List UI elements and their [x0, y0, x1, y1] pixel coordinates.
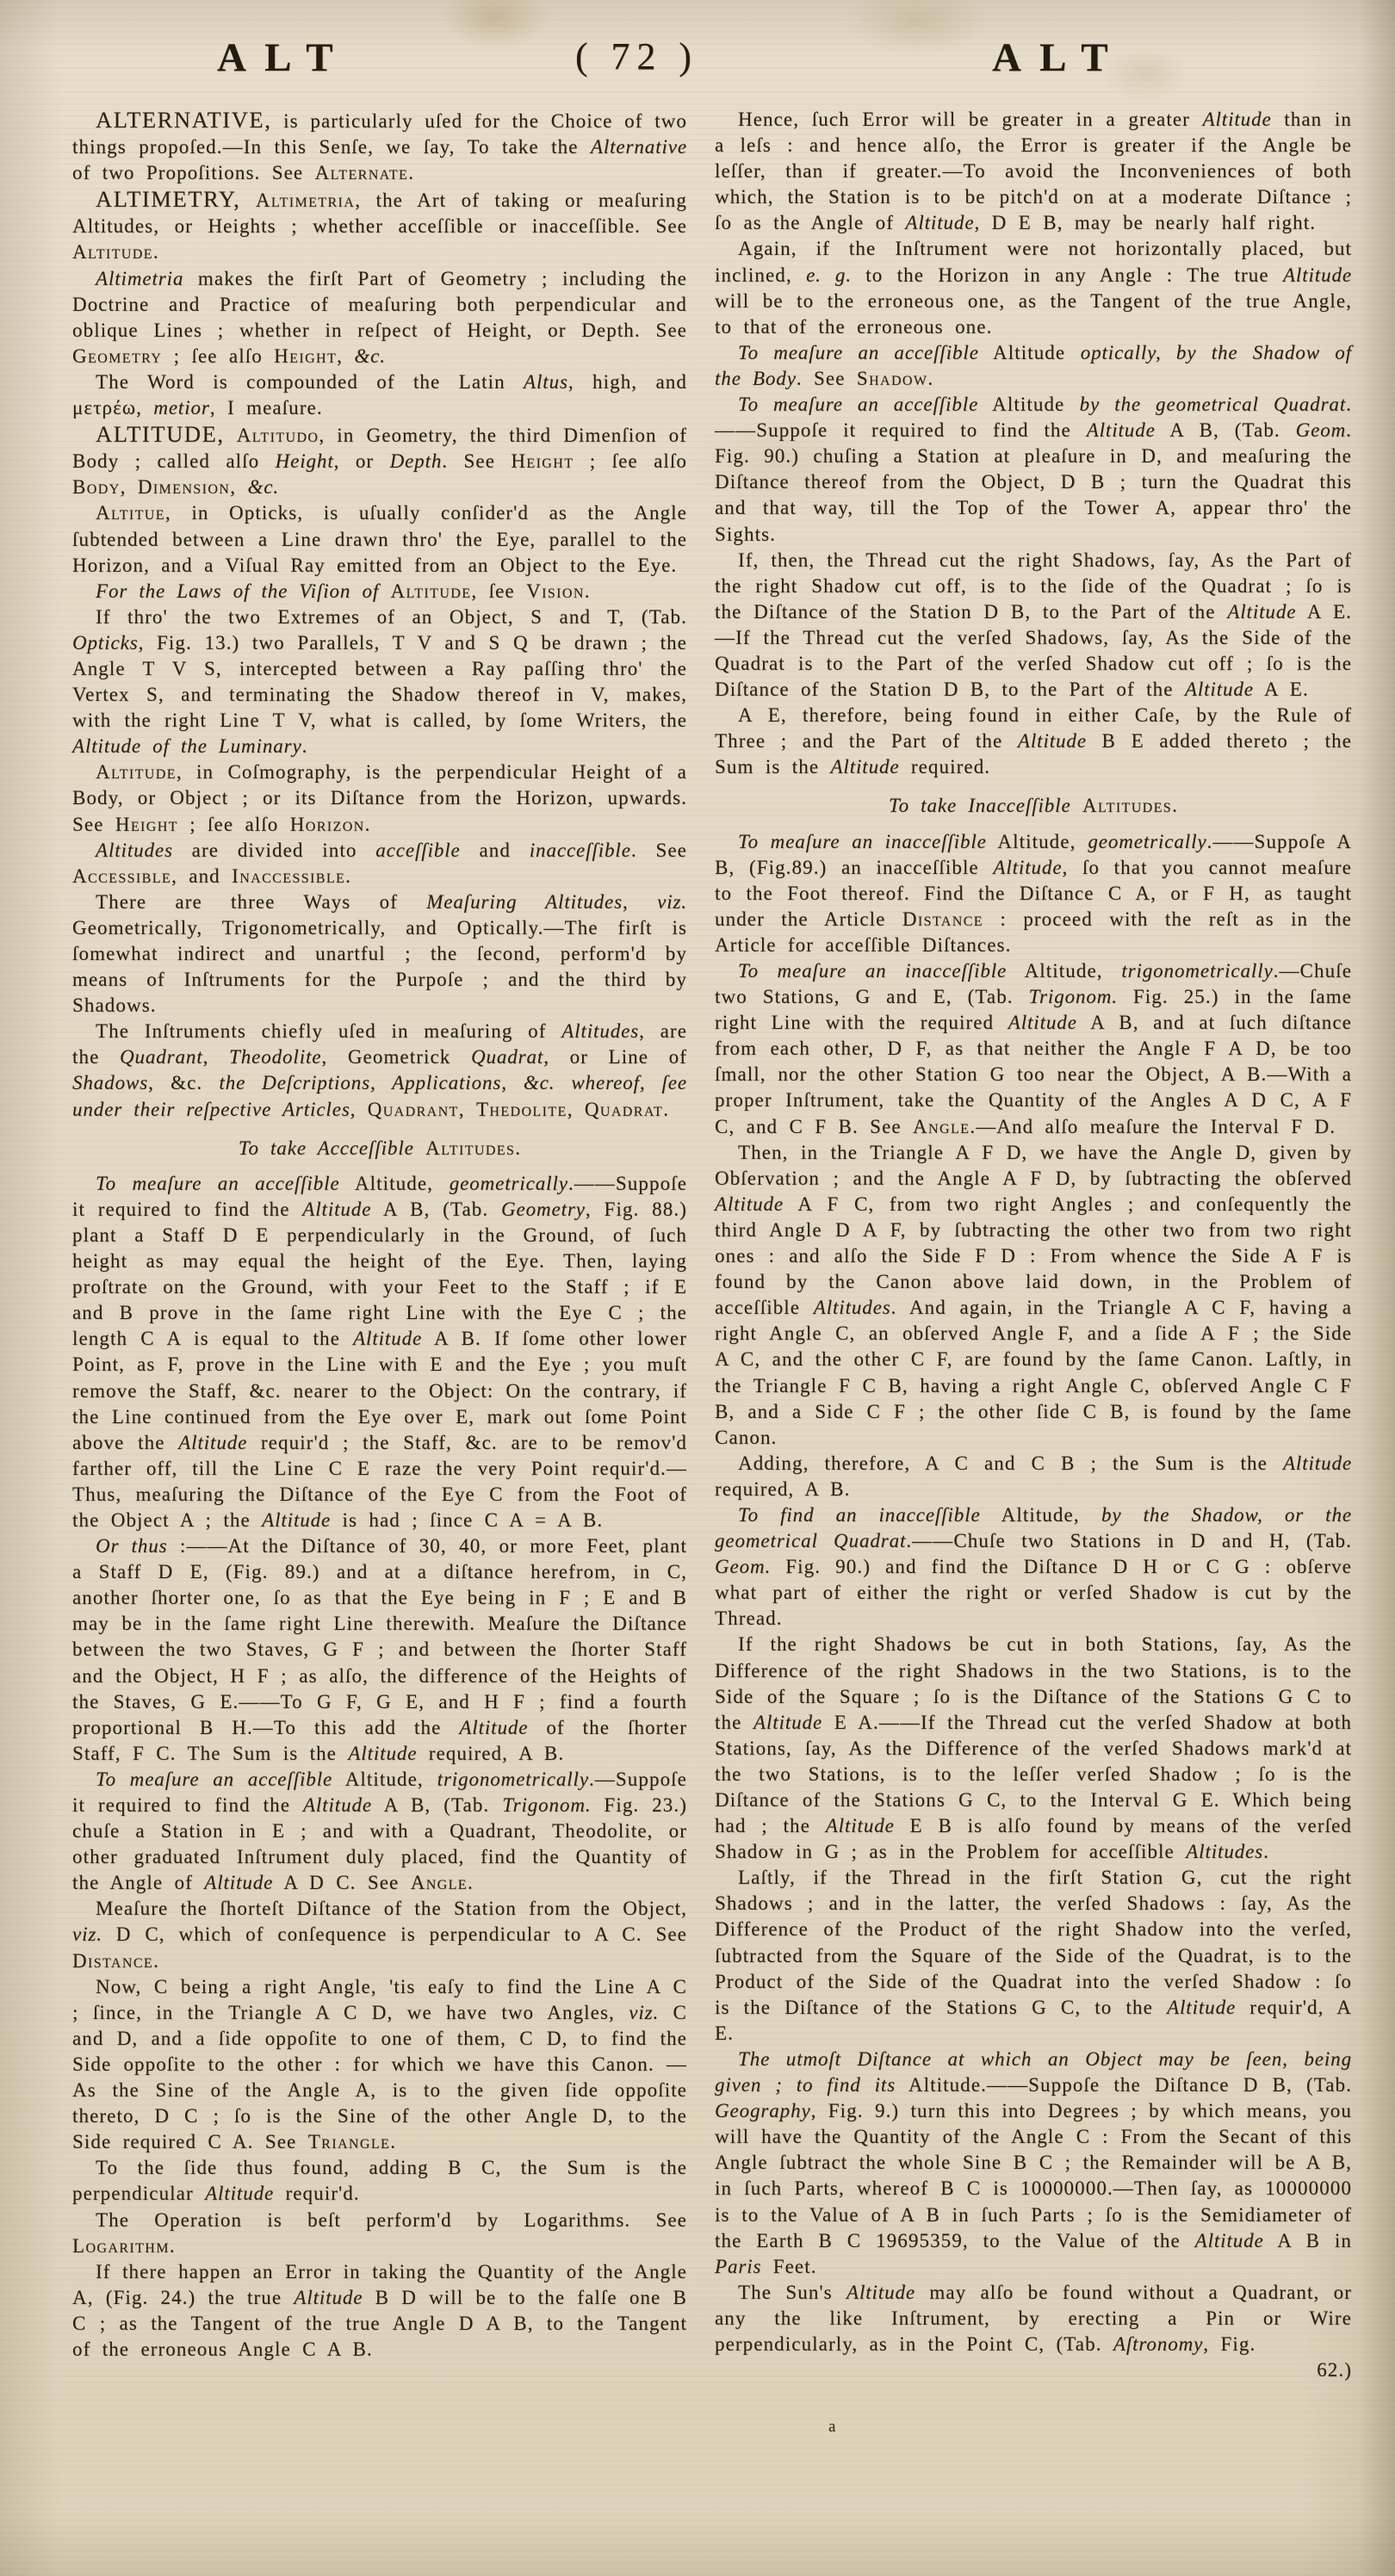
left-column	[72, 107, 687, 2362]
paragraph: For the Laws of the Viſion of Altitude, ſee Vision.	[96, 579, 591, 602]
paragraph: Altitude, in Coſmography, is the perpendicular Height of a Body, or Object ; or its Diſtance from the Horizon, upwards. See Height ; ſee alſo Horizon.	[72, 761, 687, 835]
catch-line: 62.)	[1317, 2359, 1352, 2381]
paragraph: Altitue, in Opticks, is uſually conſider'd as the Angle ſubtended between a Line drawn thro' the Eye, parallel to the Horizon, and a Viſual Ray emitted from an Object to the Eye.	[72, 502, 687, 576]
paragraph: If the right Shadows be cut in both Stations, ſay, As the Difference of the right Shadows in the two Stations, is to the Side of the Square ; ſo is the Diſtance of the Stations G C to the Altitude E A.——If the Thread cut the verſed Shadow at both Stations, ſay, As the Difference of the verſed Shadows mark'd at the two Stations, is to the leſſer verſed Shadow ; ſo is the Diſtance of the Stations G C, to the Interval G E. Which being had ; the Altitude E B is alſo found by means of the verſed Shadow in G ; as in the Problem for acceſſible Altitudes.	[715, 1633, 1353, 1863]
paragraph: ALTIMETRY, Altimetria, the Art of taking or meaſuring Altitudes, or Heights ; whether acceſſible or inacceſſible. See Altitude.	[72, 186, 687, 263]
paragraph: A E, therefore, being found in either Caſe, by the Rule of Three ; and the Part of the Altitude B E added thereto ; the Sum is the Altitude required.	[715, 704, 1352, 778]
paragraph: ALTITUDE, Altitudo, in Geometry, the third Dimenſion of Body ; called alſo Height, or Depth. See Height ; ſee alſo Body, Dimension, &c.	[72, 421, 687, 498]
page-number: ( 72 )	[575, 35, 698, 77]
paragraph: To find an inacceſſible Altitude, by the Shadow, or the geometrical Quadrat.——Chuſe two Stations in D and H, (Tab. Geom. Fig. 90.) and find the Diſtance D H or C G : obſerve what part of either the right or verſed Shadow is cut by the Thread.	[715, 1503, 1352, 1630]
paragraph: The Inſtruments chiefly uſed in meaſuring of Altitudes, are the Quadrant, Theodolite, Geometrick Quadrat, or Line of Shadows, &c. the Deſcriptions, Applications, &c. whereof, ſee under their reſpective Articles, Quadrant, Thedolite, Quadrat.	[72, 1020, 688, 1120]
paragraph: To meaſure an inacceſſible Altitude, trigonometrically.—Chuſe two Stations, G and E, (Tab. Trigonom. Fig. 25.) in the ſame right Line with the required Altitude A B, and at ſuch diſtance from each other, D F, as that neither the Angle F A D, be too ſmall, nor the other Station G too near the Object, A B.—With a proper Inſtrument, take the Quantity of the Angles A D C, A F C, and C F B. See Angle.—And alſo meaſure the Interval F D.	[715, 960, 1352, 1137]
paragraph: To meaſure an inacceſſible Altitude, geometrically.——Suppoſe A B, (Fig.89.) an inacceſſible Altitude, ſo that you cannot meaſure to the Foot thereof. Find the Diſtance C A, or F H, as taught under the Article Distance : proceed with the reſt as in the Article for acceſſible Diſtances.	[715, 830, 1352, 956]
running-head-right: ALT	[992, 35, 1126, 80]
section-heading: To take Accceſſible Altitudes.	[238, 1136, 522, 1159]
paragraph: Hence, ſuch Error will be greater in a greater Altitude than in a leſs : and hence alſo, the Error is greater if the Angle be leſſer, than if greater.—To avoid the Inconveniences of both which, the Station is to be pitch'd on at a moderate Diſtance ; ſo as the Angle of Altitude, D E B, may be nearly half right.	[715, 108, 1352, 234]
paragraph: Altitudes are divided into acceſſible and inacceſſible. See Accessible, and Inaccessible.	[72, 839, 687, 887]
paragraph: The utmoſt Diſtance at which an Object may be ſeen, being given ; to find its Altitude.——Suppoſe the Diſtance D B, (Tab. Geography, Fig. 9.) turn this into Degrees ; by which means, you will have the Quantity of the Angle C : From the Secant of this Angle ſubtract the whole Sine B C ; the Remainder will be A B, in ſuch Parts, whereof B C is 10000000.—Then ſay, as 10000000 is to the Value of A B in ſuch Parts ; ſo is the Semidiameter of the Earth B C 19695359, to the Value of the Altitude A B in Paris Feet.	[715, 2047, 1353, 2277]
running-head-left: ALT	[217, 35, 351, 80]
section-heading: To take Inacceſſible Altitudes.	[889, 795, 1178, 817]
paragraph: The Sun's Altitude may alſo be found without a Quadrant, or any the like Inſtrument, by erecting a Pin or Wire perpendicularly, as in the Point C, (Tab. Aſtronomy, Fig.	[715, 2281, 1353, 2355]
paragraph: Laſtly, if the Thread in the firſt Station G, cut the right Shadows ; and in the latter, the verſed Shadows : ſay, As the Difference of the Product of the right Shadow into the verſed, ſubtracted from the Square of the Side of the Quadrat, is to the Product of the Side of the Quadrat into the verſed Shadow : ſo is the Diſtance of the Stations G C, to the Altitude requir'd, A E.	[715, 1867, 1352, 2044]
paragraph: ALTERNATIVE, is particularly uſed for the Choice of two things propoſed.—In this Senſe, we ſay, To take the Alternative of two Propoſitions. See Alternate.	[72, 107, 687, 184]
paragraph: To meaſure an acceſſible Altitude, geometrically.——Suppoſe it required to find the Altitude A B, (Tab. Geometry, Fig. 88.) plant a Staff D E perpendicularly in the Ground, of ſuch height as may equal the height of the Eye. Then, laying proſtrate on the Ground, with your Feet to the Staff ; if E and B prove in the ſame right Line with the Eye C ; the length C A is equal to the Altitude A B. If ſome other lower Point, as F, prove in the Line with E and the Eye ; you muſt remove the Staff, &c. nearer to the Object: On the contrary, if the Line continued from the Eye over E, mark out ſome Point above the Altitude requir'd ; the Staff, &c. are to be remov'd farther off, till the Line C E raze the very Point requir'd.—Thus, meaſuring the Diſtance of the Eye C from the Foot of the Object A ; the Altitude is had ; ſince C A = A B.	[72, 1172, 687, 1531]
paragraph: Altimetria makes the firſt Part of Geometry ; including the Doctrine and Practice of meaſuring both perpendicular and oblique Lines ; whether in reſpect of Height, or Depth. See Geometry ; ſee alſo Height, &c.	[72, 267, 687, 367]
paragraph: To meaſure an acceſſible Altitude, trigonometrically.—Suppoſe it required to find the Altitude A B, (Tab. Trigonom. Fig. 23.) chuſe a Station in E ; and with a Quadrant, Theodolite, or other graduated Inſtrument duly placed, find the Quantity of the Angle of Altitude A D C. See Angle.	[72, 1768, 687, 1894]
paragraph: The Operation is beſt perform'd by Logarithms. See Logarithm.	[72, 2208, 687, 2257]
paragraph: If, then, the Thread cut the right Shadows, ſay, As the Part of the right Shadow cut off, is to the ſide of the Quadrat ; ſo is the Diſtance of the Station D B, to the Part of the Altitude A E.—If the Thread cut the verſed Shadows, ſay, As the Side of the Quadrat is to the Part of the verſed Shadow cut off ; ſo is the Diſtance of the Station D B, to the Part of the Altitude A E.	[715, 548, 1352, 701]
paragraph: Meaſure the ſhorteſt Diſtance of the Station from the Object, viz. D C, which of conſequence is perpendicular to A C. See Distance.	[72, 1898, 687, 1972]
paragraph: To the ſide thus found, adding B C, the Sum is the perpendicular Altitude requir'd.	[72, 2157, 687, 2205]
press-figure-mark: a	[828, 2418, 836, 2436]
paragraph: To meaſure an acceſſible Altitude by the geometrical Quadrat.——Suppoſe it required to find the Altitude A B, (Tab. Geom. Fig. 90.) chuſing a Station at pleaſure in D, and meaſuring the Diſtance thereof from the Object, D B ; turn the Quadrat this and that way, till the Top of the Tower A, appear thro' the Sights.	[715, 393, 1352, 545]
right-column	[715, 107, 1352, 2383]
paragraph: Again, if the Inſtrument were not horizontally placed, but inclined, e. g. to the Horizon in any Angle : The true Altitude will be to the erroneous one, as the Tangent of the true Angle, to that of the erroneous one.	[715, 238, 1352, 337]
paragraph: Adding, therefore, A C and C B ; the Sum is the Altitude required, A B.	[715, 1452, 1352, 1500]
paragraph: If there happen an Error in taking the Quantity of the Angle A, (Fig. 24.) the true Altitude B D will be to the falſe one B C ; as the Tangent of the true Angle D A B, to the Tangent of the erroneous Angle C A B.	[72, 2260, 687, 2360]
running-head	[0, 34, 1395, 103]
paragraph: To meaſure an acceſſible Altitude optically, by the Shadow of the Body. See Shadow.	[715, 341, 1352, 389]
paragraph: If thro' the two Extremes of an Object, S and T, (Tab. Opticks, Fig. 13.) two Parallels, T V and S Q be drawn ; the Angle T V S, intercepted between a Ray paſſing thro' the Vertex S, and terminating the Shadow thereof in V, makes, with the right Line T V, what is called, by ſome Writers, the Altitude of the Luminary.	[72, 605, 687, 758]
paragraph: There are three Ways of Meaſuring Altitudes, viz. Geometrically, Trigonometrically, and Optically.—The firſt is ſomewhat indirect and unartful ; the ſecond, perform'd by means of Inſtruments for the Purpoſe ; and the third by Shadows.	[72, 890, 688, 1017]
paragraph: Then, in the Triangle A F D, we have the Angle D, given by Obſervation ; and the Angle A F D, by ſubtracting the obſerved Altitude A F C, from two right Angles ; and conſequently the third Angle D A F, by ſubtracting the other two from two right ones : and alſo the Side F D : From whence the Side A F is found by the Canon above laid down, in the Problem of acceſſible Altitudes. And again, in the Triangle A C F, having a right Angle C, an obſerved Angle F, and a ſide A F ; the Side A C, and the other C F, are found by the ſame Canon. Laſtly, in the Triangle F C B, having a right Angle C, obſerved Angle C F B, and a Side C F ; the other ſide C B, is found by the ſame Canon.	[715, 1141, 1353, 1448]
paragraph: Now, C being a right Angle, 'tis eaſy to find the Line A C ; ſince, in the Triangle A C D, we have two Angles, viz. C and D, and a ſide oppoſite to one of them, C D, to find the Side oppoſite to the other : for which we have this Canon. —As the Sine of the Angle A, is to the given ſide oppoſite thereto, D C ; ſo is the Sine of the other Angle D, to the Side required C A. See Triangle.	[72, 1975, 687, 2153]
paragraph: The Word is compounded of the Latin Altus, high, and μετρέω, metior, I meaſure.	[72, 370, 687, 419]
paragraph: Or thus :——At the Diſtance of 30, 40, or more Feet, plant a Staff D E, (Fig. 89.) and at a diſtance herefrom, in C, another ſhorter one, ſo as that the Eye being in F ; E and B may be in the ſame right Line therewith. Meaſure the Diſtance between the two Staves, G F ; and between the ſhorter Staff and the Object, H F ; as alſo, the difference of the Heights of the Staves, G E.——To G F, G E, and H F ; find a fourth proportional B H.—To this add the Altitude of the ſhorter Staff, F C. The Sum is the Altitude required, A B.	[72, 1535, 688, 1764]
